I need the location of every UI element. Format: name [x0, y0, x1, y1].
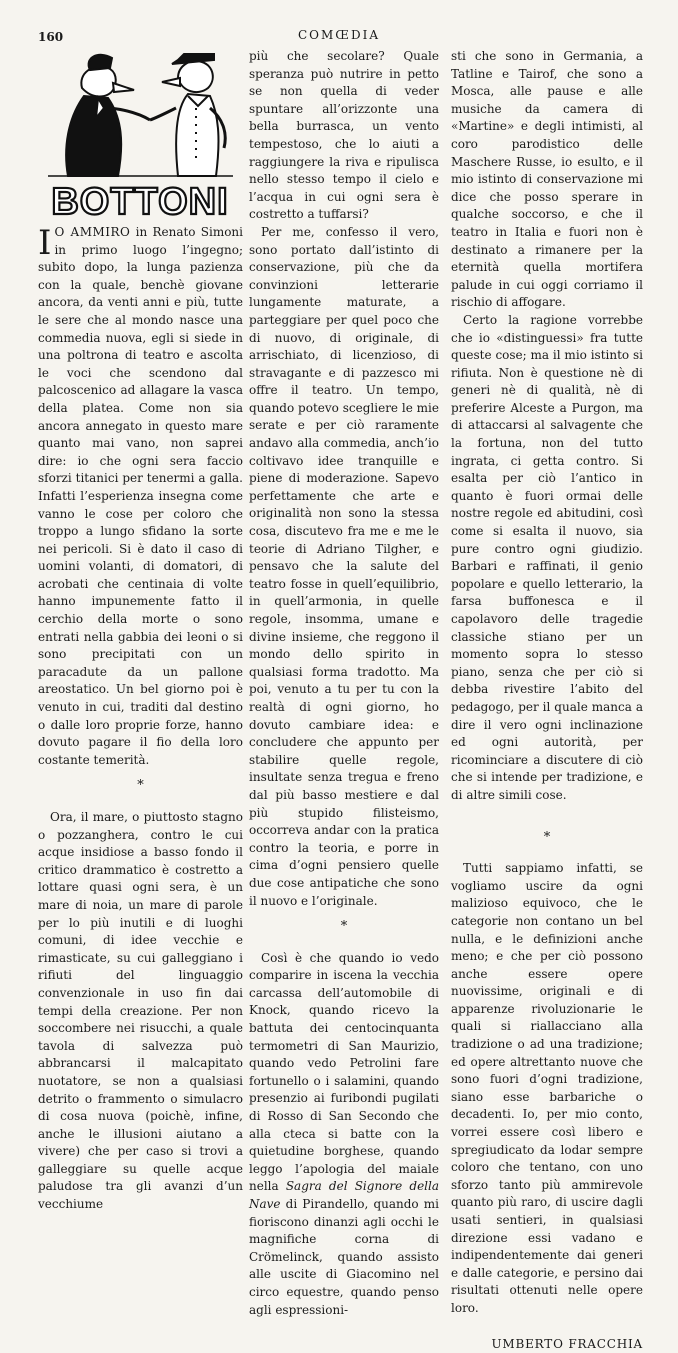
- section-divider: *: [543, 829, 551, 845]
- article-paragraph: Per me, confesso il vero, sono portato dall’istinto di conservazione, più che da convinzioni letterarie lungamente maturate, a parteggiare per quel poco che di nuovo, di originale, di arrischiato, di licenzioso, di stravagante e di pazzesco mi offre il teatro. Un tempo, quando potevo scegliere le mie serate e per ciò raramente andavo alla commedia, anch’io coltivavo idee tranquille e piene di moderazione. Sapevo perfettamente che arte e originalità non sono la stessa cosa, discutevo fra me e me le teorie di Adriano Tilgher, e pensavo che la salute del teatro fosse in quell’equilibrio, in quell’armonia, in quelle regole, insomma, umane e divine insieme, che reggono il mondo dello spirito in qualsiasi forma tradotto. Ma poi, venuto a tu per tu con la realtà di ogni giorno, ho dovuto cambiare idea: e concludere che appunto per stabilire quelle regole, insultate senza tregua e freno dal più basso mestiere e dal più stupido filisteismo, occorreva andar con la pratica contro la teoria, e porre in cima d’ogni pensiero quelle due cose antipatiche che sono il nuovo e l’originale.: [249, 224, 439, 908]
- article-paragraph: Certo la ragione vorrebbe che io «distinguessi» fra tutte queste cose; ma il mio istinto si rifiuta. Non è questione nè di generi nè di qualità, nè di preferire Alceste a Purgon, ma di attaccarsi al salvagente che la fortuna, non del tutto ingrata, ci getta contro. Si esalta per ciò l’antico in quanto è fuori ormai delle nostre regole ed abitudini, così come si esalta il nuovo, sia pure contro ogni giudizio. Barbari e raffinati, il genio popolare e quello letterario, la farsa buffonesca e il capolavoro delle tragedie classiche stiano per un momento sopra lo stesso piano, senza che per ciò si debba rivestire l’abito del pedagogo, per il quale manca a dire il vero ogni inclinazione ed ogni autorità, per ricominciare a discutere di ciò che si intende per tradizione, e di altre simili cose.: [451, 312, 643, 802]
- svg-text:BOTTONI: BOTTONI: [51, 181, 229, 220]
- article-heading: [38, 180, 243, 220]
- section-divider: *: [340, 919, 348, 935]
- right-figure: [150, 54, 225, 176]
- article-paragraph: Tutti sappiamo infatti, se vogliamo uscire da ogni malizioso equivoco, che le categorie non contano un bel nulla, e le definizioni anche meno; e che per ciò possono anche essere opere nuovissime, originali e di apparenze rivoluzionarie le quali si riallacciano alla tradizione o ad una tradizione; ed opere altrettanto nuove che sono fuori d’ogni tradizione, siano esse barbariche o decadenti. Io, per mio conto, vorrei essere così libero e spregiudicato da lodar sempre coloro che tentano, con uno sforzo tanto più ammirevole quanto più raro, di uscire dagli usati sentieri, in qualsiasi direzione essi vadano e indipendentemente dai generi e dalle categorie, e persino dai risultati ottenuti nelle opere loro.: [451, 861, 643, 1315]
- article-paragraph: Ora, il mare, o piuttosto stagno o pozzanghera, contro le cui acque insidiose a basso fondo il critico drammatico è costretto a lottare quasi ogni sera, è un mare di noia, un mare di parole per lo più inutili e di luoghi comuni, di idee vecchie e rimasticate, su cui galleggiano i rifiuti del linguaggio convenzionale in uso fin dai tempi della creazione. Per non soccombere nei risucchi, a quale tavola di salvezza può abbrancarsi il malcapitato nuotatore, se non a qualsiasi detrito o frammento o simulacro di cosa nuova (poichè, infine, anche le illusioni aiutano a vivere) che per caso si trovi a galleggiare su quelle acque paludose tra gli avanzi d’un vecchiume: [38, 810, 243, 1212]
- caricature-illustration: [38, 48, 243, 180]
- article-paragraph: I O AMMIRO in Renato Simoni in primo luogo l’ingegno; subito dopo, la lunga pazienza con la quale, benchè giovane ancora, da venti anni e più, tutte le sere che al mondo nasce una commedia nuova, egli si siede in una poltrona di teatro e ascolta le voci che scendono dal palcoscenico ad allagare la vasca della platea. Come non sia ancora annegato in questo mare quanto mai vano, non saprei dire: io che ogni sera faccio sforzi titanici per tenermi a galla. Infatti l’esperienza insegna come vanno le cose per coloro che troppo a lungo sfidano la sorte nei pericoli. Si è dato il caso di uomini volanti, di domatori, di acrobati che centinaia di volte hanno impunemente fatto il cerchio della morte o sono entrati nella gabbia dei leoni o si sono precipitati con un paracadute da un pallone areostatico. Un bel giorno poi è venuto in cui, traditi dal destino o dalle loro proprie forze, hanno dovuto pagare il fio della loro costante temerità.: [38, 223, 243, 767]
- article-column-1: [38, 48, 243, 1214]
- article-paragraph: Così è che quando io vedo comparire in iscena la vecchia carcassa dell’automobile di Knock, quando ricevo la battuta dei centocinquanta termometri di San Maurizio, quando vedo Petrolini fare fortunello o i salamini, quando presenzio ai furibondi pugilati di Rosso di San Secondo che alla cteca si batte con la quietudine borghese, quando leggo l’apologia del maiale nella Sagra del Signore della Nave di Pirandello, quando mi fioriscono dinanzi agli occhi le magnifiche corna di Crömelinck, quando assisto alle uscite di Giacomino nel circo equestre, quando penso agli espressioni-: [249, 950, 440, 1317]
- dropcap: I: [38, 223, 52, 263]
- article-column-3: [451, 48, 643, 1353]
- journal-title: COMŒDIA: [298, 28, 380, 42]
- intro-smallcaps: O AMMIRO: [54, 225, 131, 239]
- page-number: 160: [38, 30, 64, 44]
- article-column-2: [249, 48, 439, 1319]
- article-paragraph: sti che sono in Germania, a Tatline e Tairof, che sono a Mosca, alle pause e alle musiche da camera di «Martine» e degli intimisti, al coro parodistico delle Maschere Russe, io esulto, e il mio istinto di conservazione mi dice che posso sperare in qualche soccorso, e che il teatro in Italia e fuori non è destinato a rimanere per la eternità quella mortifera palude in cui oggi corriamo il rischio di affogare.: [451, 49, 643, 310]
- article-paragraph: più che secolare? Quale speranza può nutrire in petto se non quella di veder spuntare all’orizzonte una bella burrasca, un vento tempestoso, che lo aiuti a raggiungere la riva e ripulisca nello stesso tempo il cielo e l’acqua in cui ogni sera è costretto a tuffarsi?: [249, 49, 439, 222]
- left-figure: [66, 55, 150, 176]
- play-title: Sagra del Signore della Nave: [249, 1179, 440, 1211]
- author-signature: UMBERTO FRACCHIA: [491, 1336, 643, 1351]
- section-divider: *: [137, 778, 144, 794]
